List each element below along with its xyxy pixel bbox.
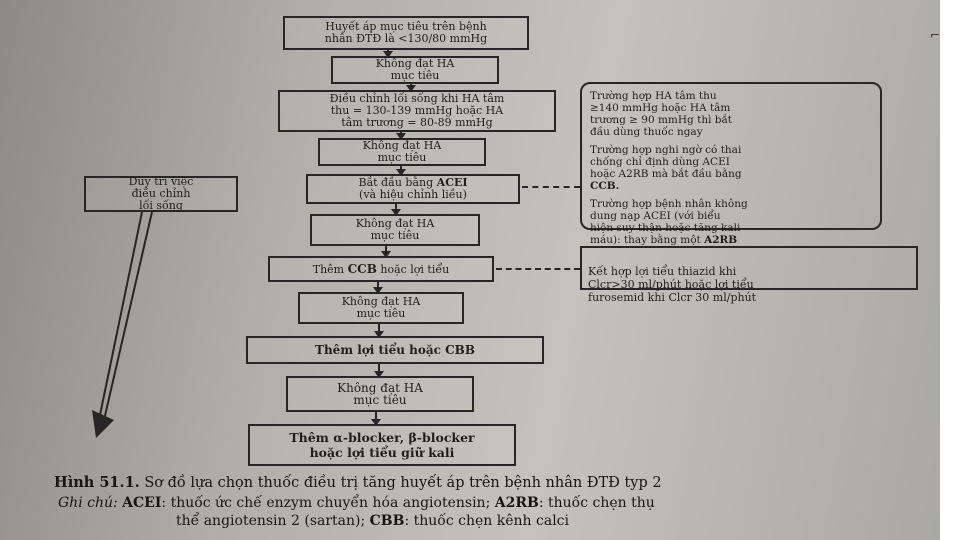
acei-prefix: Bắt đầu bằng: [358, 176, 437, 189]
flow-arrow: [377, 282, 379, 292]
flow-arrow: [400, 166, 402, 174]
flow-box-not-reached-3-text: Không đạt HA mục tiêu: [355, 217, 435, 242]
note-intolerance: [590, 198, 872, 246]
figure-caption: [54, 474, 934, 492]
flow-box-add-blockers-text: Thêm α-blocker, β-blocker hoặc lợi tiểu giữ kali: [289, 430, 475, 460]
note-pregnancy: [590, 144, 872, 192]
note-rounded-box: [580, 82, 882, 246]
long-down-arrow: [90, 210, 170, 440]
add-diuretic-prefix: Thêm lợi tiểu hoặc: [315, 343, 446, 357]
flow-box-not-reached-1-text: Không đạt HA mục tiêu: [375, 57, 455, 82]
flow-box-start-acei: [306, 174, 520, 204]
ccb-label: CCB: [347, 261, 377, 276]
flow-arrow: [385, 246, 387, 256]
caption-label: Hình 51.1.: [54, 474, 140, 491]
flow-box-not-reached-3: [310, 214, 480, 246]
note-diuretic-box: [580, 246, 918, 304]
flow-box-maintain-lifestyle: [84, 176, 238, 212]
flow-arrow: [378, 364, 380, 376]
legend-line2-post: : thuốc chẹn kênh calci: [404, 513, 569, 529]
note-intolerance-text: Trường hợp bệnh nhân không dung nạp ACEI (với biểu hiện suy thận hoặc tăng kali máu): thay bằng một: [590, 198, 748, 246]
note-diuretic-text: Kết hợp lợi tiểu thiazid khi Clcr>30 ml/phút hoặc lợi tiểu furosemid khi Clcr 30 ml/phút: [588, 265, 757, 304]
note-immediate-treatment: Trường hợp HA tâm thu ≥140 mmHg hoặc HA tâm trương ≥ 90 mmHg thì bắt đầu dùng thuốc ngay: [590, 90, 732, 138]
flow-box-not-reached-4-text: Không đạt HA mục tiêu: [341, 295, 421, 320]
note-intolerance-a2rb: A2RB: [704, 234, 738, 246]
flow-box-maintain-lifestyle-text: Duy trì việc điều chỉnh lối sống: [128, 175, 194, 212]
legend-line-2: [176, 512, 940, 530]
flow-box-target-bp: [283, 16, 529, 50]
flow-box-not-reached-1: [331, 56, 499, 84]
add-ccb-prefix: Thêm: [312, 262, 348, 276]
flow-box-not-reached-5-text: Không đạt HA mục tiêu: [337, 381, 423, 407]
legend-a2rb: A2RB: [494, 495, 539, 511]
flow-box-not-reached-4: [298, 292, 464, 324]
acei-label: ACEI: [436, 176, 468, 189]
legend-a2rb-text: : thuốc chẹn thụ: [538, 495, 655, 511]
flow-arrow: [375, 412, 377, 424]
flow-arrow: [395, 204, 397, 214]
dashed-connector: [522, 186, 580, 188]
dashed-connector: [496, 268, 580, 270]
flow-box-add-ccb-text: [313, 263, 449, 276]
flow-box-lifestyle-text: Điều chỉnh lối sống khi HA tâm thu = 130-139 mmHg hoặc HA tâm trương = 80-89 mmHg: [329, 92, 505, 129]
legend-acei: ACEI: [122, 495, 162, 511]
legend-acei-text: : thuốc ức chế enzym chuyển hóa angiotensin;: [161, 495, 495, 511]
right-margin: [940, 0, 960, 540]
flow-box-start-acei-text: [359, 177, 468, 201]
flow-box-add-blockers: [248, 424, 516, 466]
legend-line-1: [58, 494, 938, 512]
flow-box-not-reached-2: [318, 138, 486, 166]
legend-cbb: CBB: [369, 513, 405, 529]
cbb-label: CBB: [445, 343, 475, 357]
note-pregnancy-text: Trường hợp nghi ngờ có thai chống chỉ định dùng ACEI hoặc A2RB mà bắt đầu bằng: [590, 144, 742, 180]
flow-box-not-reached-2-text: Không đạt HA mục tiêu: [362, 139, 442, 164]
flow-box-add-ccb: [268, 256, 494, 282]
flow-box-add-diuretic-text: [315, 344, 475, 356]
note-pregnancy-ccb: CCB.: [590, 180, 620, 192]
acei-suffix: (và hiệu chỉnh liều): [359, 188, 467, 201]
flow-box-add-diuretic: [246, 336, 544, 364]
add-ccb-suffix: hoặc lợi tiểu: [376, 262, 450, 276]
legend-line2-pre: thể angiotensin 2 (sartan);: [176, 513, 370, 529]
caption-text: Sơ đồ lựa chọn thuốc điều trị tăng huyết áp trên bệnh nhân ĐTĐ typ 2: [139, 475, 662, 491]
legend-label: Ghi chú:: [58, 495, 118, 511]
page-corner-mark: ⌐: [930, 28, 940, 42]
flow-box-not-reached-5: [286, 376, 474, 412]
flow-arrow: [378, 324, 380, 336]
flow-box-lifestyle: [278, 90, 556, 132]
flow-box-target-bp-text: Huyết áp mục tiêu trên bệnh nhân ĐTĐ là <130/80 mmHg: [324, 20, 488, 45]
